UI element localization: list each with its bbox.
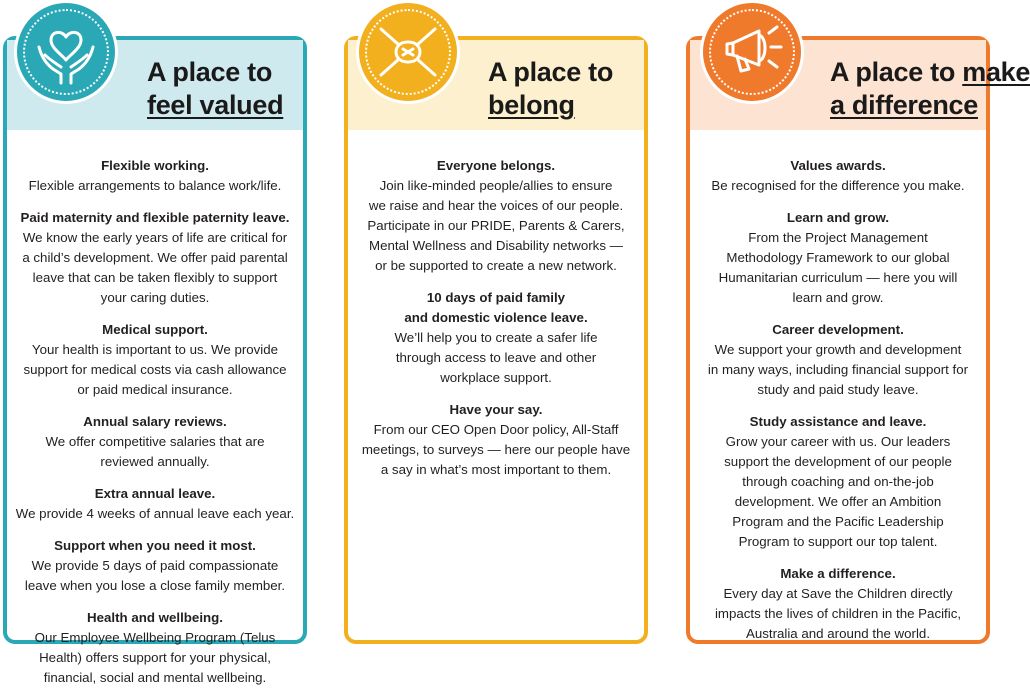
list-item [348,156,644,276]
card-body [7,156,303,700]
item-heading: Make a difference. [780,566,896,581]
item-text-line: impacts the lives of children in the Pacific, [714,606,962,621]
item-text-line: From our CEO Open Door policy, All-Staff [373,422,619,437]
joined-hands-icon [356,0,460,104]
item-text-line: through access to leave and other [395,350,597,365]
item-text-line: Your health is important to us. We provide [31,342,279,357]
item-text-line: support for medical costs via cash allowance [23,362,287,377]
item-text-line: reviewed annually. [100,454,210,469]
item-text-line: meetings, to surveys — here our people have [361,442,631,457]
title-line2: belong [488,90,575,120]
item-text-line: Mental Wellness and Disability networks — [369,238,623,253]
item-text-line: Participate in our PRIDE, Parents & Carers, [367,218,625,233]
item-text-line: Every day at Save the Children directly [723,586,953,601]
item-text-line: learn and grow. [792,290,884,305]
list-item [7,608,303,688]
item-heading: Medical support. [102,322,208,337]
list-item [7,156,303,196]
title-line2: a difference [830,90,978,120]
item-text-line: We provide 4 weeks of annual leave each year. [15,506,295,521]
item-text-line: From the Project Management [748,230,928,245]
item-heading: Have your say. [449,402,543,417]
item-text-line: We’ll help you to create a safer life [394,330,598,345]
item-text-line: Program to support our top talent. [738,534,938,549]
item-heading: Study assistance and leave. [749,414,927,429]
list-item [7,412,303,472]
item-text-line: support the development of our people [724,454,952,469]
hands-heart-icon [14,0,118,104]
item-text-line: through coaching and on-the-job [742,474,934,489]
feel-valued-card [3,36,307,685]
item-heading: Paid maternity and flexible paternity leave. [20,210,290,225]
item-text-line: Flexible arrangements to balance work/life. [28,178,282,193]
item-text-line: Program and the Pacific Leadership [732,514,944,529]
item-text-line: Be recognised for the difference you make. [711,178,965,193]
megaphone-icon [700,0,804,104]
list-item [690,320,986,400]
title-line1: A place to [830,57,963,87]
item-text-line: Humanitarian curriculum — here you will [718,270,958,285]
title-line1-underlined: make [962,57,1030,87]
item-heading: Support when you need it most. [54,538,256,553]
item-text-line: a say in what’s most important to them. [380,462,612,477]
list-item [7,536,303,596]
list-item [7,320,303,400]
item-text-line: your caring duties. [100,290,210,305]
list-item [7,208,303,308]
item-text-line: We support your growth and development [714,342,962,357]
item-text-line: or paid medical insurance. [77,382,233,397]
title-line2: feel valued [147,90,284,120]
item-heading: 10 days of paid family [426,290,566,305]
card-body [690,156,986,656]
card-title [830,56,1030,122]
item-text-line: a child’s development. We offer paid parental [22,250,288,265]
item-text-line: leave when you lose a close family member. [24,578,286,593]
item-text-line: We provide 5 days of paid compassionate [31,558,279,573]
item-heading: Everyone belongs. [436,158,556,173]
item-text-line: financial, social and mental wellbeing. [43,670,267,685]
item-heading-line2: and domestic violence leave. [404,310,588,325]
card-body [348,156,644,492]
belong-card [344,36,648,644]
make-a-difference-card [686,36,1030,644]
item-text-line: We know the early years of life are critical for [22,230,288,245]
item-text-line: Join like-minded people/allies to ensure [379,178,613,193]
item-text-line: or be supported to create a new network. [375,258,617,273]
item-text-line: Our Employee Wellbeing Program (Telus [34,630,276,645]
list-item [690,208,986,308]
item-heading: Annual salary reviews. [83,414,227,429]
list-item [7,484,303,524]
item-heading: Extra annual leave. [94,486,216,501]
item-text-line: Methodology Framework to our global [726,250,950,265]
item-text-line: workplace support. [440,370,552,385]
list-item [690,156,986,196]
item-text-line: We offer competitive salaries that are [45,434,265,449]
item-text-line: study and paid study leave. [757,382,919,397]
list-item [348,400,644,480]
item-heading: Values awards. [790,158,886,173]
item-text-line: we raise and hear the voices of our people. [368,198,624,213]
item-text-line: development. We offer an Ambition [734,494,942,509]
item-heading: Learn and grow. [786,210,890,225]
item-text-line: leave that can be taken flexibly to support [32,270,278,285]
item-heading: Career development. [772,322,904,337]
item-heading: Flexible working. [101,158,209,173]
item-text-line: Grow your career with us. Our leaders [725,434,951,449]
item-text-line: Australia and around the world. [745,626,931,641]
card-title [147,56,283,122]
card-title [488,56,613,122]
list-item [348,288,644,388]
item-heading: Health and wellbeing. [87,610,223,625]
title-line1: A place to [488,57,614,87]
item-text-line: Health) offers support for your physical, [39,650,271,665]
list-item [690,412,986,552]
title-line1: A place to [147,57,273,87]
item-text-line: in many ways, including financial support for [707,362,969,377]
list-item [690,564,986,644]
